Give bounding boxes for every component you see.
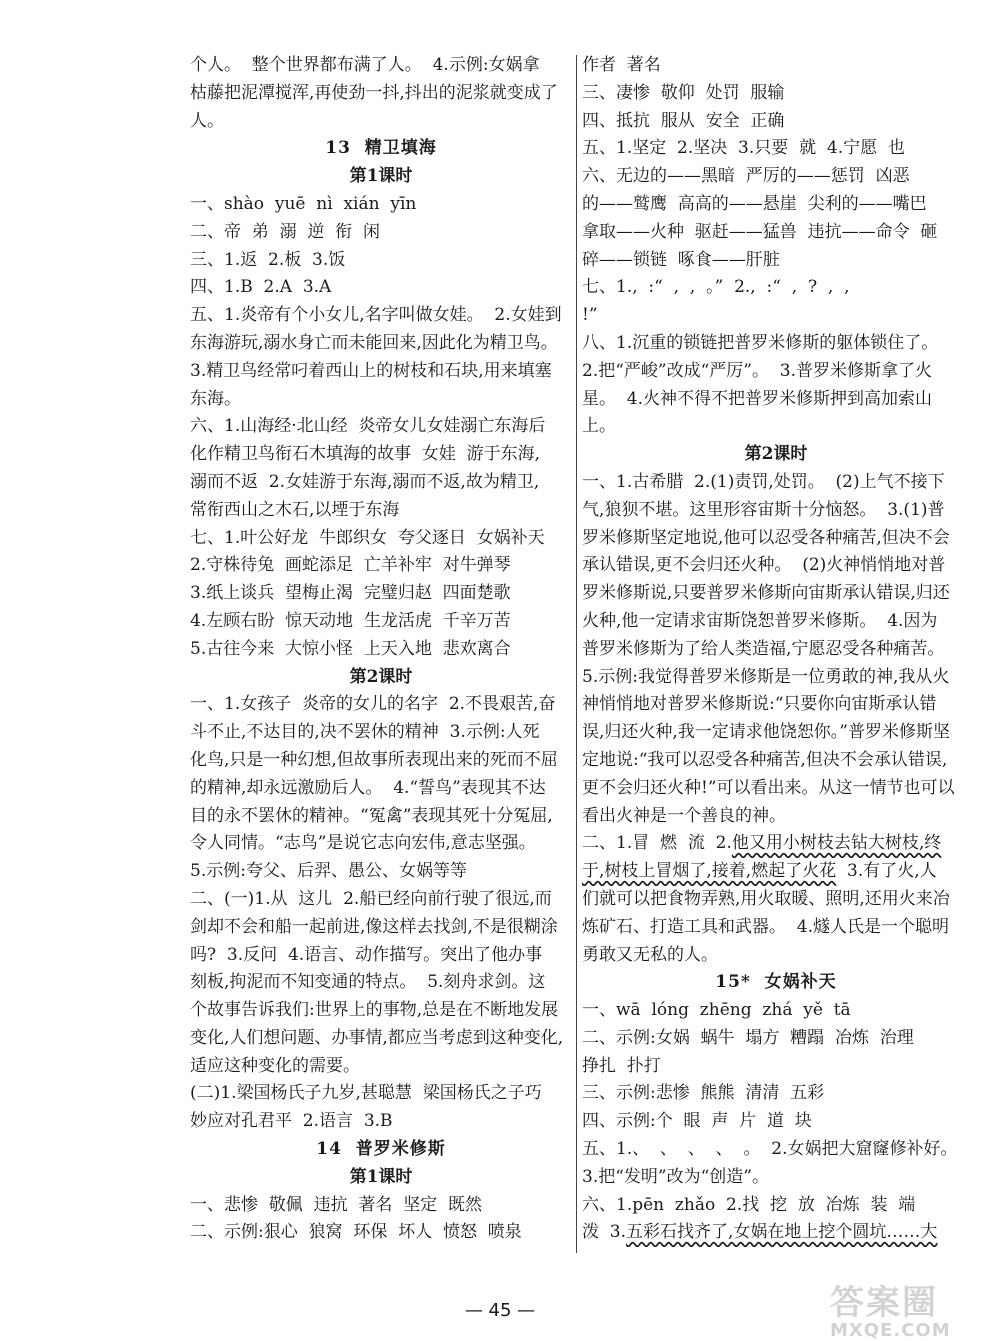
line-text: 第2课时 <box>744 444 808 465</box>
line-text: 四、1.B 2.A 3.A <box>190 277 332 298</box>
column-divider <box>576 55 577 1253</box>
line-text: 四、示例:个 眼 声 片 道 块 <box>582 1111 812 1132</box>
page-number: — 45 — <box>464 1300 536 1321</box>
answer-line <box>582 135 970 163</box>
answer-line <box>190 580 572 608</box>
line-text: 5.示例:我觉得普罗米修斯是一位勇敢的神,我从火 <box>582 666 950 687</box>
line-text: 3.纸上谈兵 望梅止渴 完璧归赵 四面楚歌 <box>190 583 511 604</box>
line-text: 的——鹫鹰 高高的——悬崖 尖利的——嘴巴 <box>582 193 927 214</box>
section-heading <box>582 441 970 469</box>
answer-line <box>582 636 970 664</box>
answer-line <box>582 858 970 886</box>
line-text: 作者 著名 <box>582 55 661 75</box>
answer-line <box>582 1108 970 1136</box>
answer-line <box>582 386 970 414</box>
answer-line <box>582 942 970 970</box>
answer-line <box>582 747 970 775</box>
answer-line <box>190 830 572 858</box>
answer-line <box>582 803 970 831</box>
line-text: 罗米修斯说,只要普罗米修斯向宙斯承认错误,归还 <box>582 583 950 604</box>
answer-line <box>582 1025 970 1053</box>
answer-line <box>190 358 572 386</box>
line-text: (二)1.梁国杨氏子九岁,甚聪慧 梁国杨氏之子巧 <box>190 1083 542 1104</box>
answer-line <box>582 719 970 747</box>
answer-line <box>190 691 572 719</box>
answer-line <box>582 302 970 330</box>
line-text: 普罗米修斯为了给人类造福,宁愿忍受各种痛苦。 <box>582 638 945 659</box>
line-text: !” <box>582 305 598 326</box>
answer-line <box>190 552 572 580</box>
line-text: 个人。 整个世界都布满了人。 4.示例:女娲拿 <box>190 55 540 75</box>
answer-line <box>190 886 572 914</box>
line-text: 一、wā lóng zhēng zhá yě tā <box>582 1000 851 1021</box>
line-text: 化作精卫鸟衔石木填海的故事 女娃 游于东海, <box>190 444 541 465</box>
answer-line <box>190 525 572 553</box>
line-text: 妙应对孔君平 2.语言 3.B <box>190 1111 393 1132</box>
line-text: 更不会归还火种!”可以看出来。从这一情节也可以 <box>582 777 955 798</box>
line-text: 常衔西山之木石,以堙于东海 <box>190 499 400 520</box>
line-text: 三、1.返 2.板 3.饭 <box>190 249 346 270</box>
answer-line <box>582 247 970 275</box>
line-text: 吗? 3.反问 4.语言、动作描写。突出了他办事 <box>190 944 543 965</box>
line-text: 第2课时 <box>349 666 413 687</box>
line-text: 看出火神是一个善良的神。 <box>582 805 786 826</box>
answer-line <box>190 1053 572 1081</box>
line-text: 令人同情。“志鸟”是说它志向宏伟,意志坚强。 <box>190 833 536 854</box>
answer-line <box>190 719 572 747</box>
answer-line <box>190 942 572 970</box>
answer-line <box>582 80 970 108</box>
answer-line <box>190 219 572 247</box>
answer-line <box>190 330 572 358</box>
lesson-title <box>190 1136 572 1164</box>
line-text: 六、1.pēn zhǎo 2.找 挖 放 冶炼 装 端 <box>582 1194 916 1215</box>
answer-line <box>190 775 572 803</box>
line-text: 二、帝 弟 溺 逆 衔 闲 <box>190 221 381 242</box>
watermark-logo <box>830 1275 951 1341</box>
underlined-answer: 于,树枝上冒烟了,接着,燃起了火花 <box>582 861 837 882</box>
section-heading <box>190 163 572 191</box>
line-text: 14 普罗米修斯 <box>316 1139 446 1160</box>
answer-line <box>190 636 572 664</box>
line-text: 挣扎 扑打 <box>582 1055 661 1076</box>
answer-line <box>190 1080 572 1108</box>
line-text: 二、1.冒 燃 流 2. <box>582 833 732 854</box>
line-text: 二、示例:女娲 蜗牛 塌方 糟蹋 冶炼 治理 <box>582 1027 914 1048</box>
answer-line <box>190 1219 572 1247</box>
answer-line <box>582 1053 970 1081</box>
answer-line <box>582 664 970 692</box>
underlined-answer: 五彩石找齐了,女娲在地上挖个圆坑……大 <box>626 1222 938 1243</box>
line-text: 4.左顾右盼 惊天动地 生龙活虎 千辛万苦 <box>190 610 511 631</box>
answer-line <box>582 997 970 1025</box>
line-text: 气,狼狈不堪。这里形容宙斯十分恼怒。 3.(1)普 <box>582 499 945 520</box>
answer-line <box>582 914 970 942</box>
line-text: 七、1., :“ , , 。” 2., :“ , ? , , <box>582 277 850 298</box>
line-text: 一、shào yuē nì xián yīn <box>190 193 417 214</box>
lesson-title <box>582 969 970 997</box>
line-text: 一、1.古希腊 2.(1)责罚,处罚。 (2)上气不接下 <box>582 471 945 492</box>
answer-line <box>190 386 572 414</box>
line-text: 误,归还火种,我一定请求他饶恕你。”普罗米修斯坚 <box>582 722 950 743</box>
answer-line <box>582 1164 970 1192</box>
line-text: 溺而不返 2.女娃游于东海,溺而不返,故为精卫, <box>190 471 540 492</box>
lesson-title <box>190 135 572 163</box>
line-text: 东海。 <box>190 388 241 409</box>
line-text: 承认错误,更不会归还火种。 (2)火神悄悄地对普 <box>582 555 946 576</box>
line-text: 一、悲惨 敬佩 违抗 著名 坚定 既然 <box>190 1194 483 1215</box>
answer-line <box>582 1080 970 1108</box>
right-column <box>582 52 970 1247</box>
watermark-text: 答案圈 <box>830 1283 938 1323</box>
line-text: 二、示例:狠心 狼窝 环保 坏人 愤怒 喷泉 <box>190 1222 522 1243</box>
line-text: 碎——锁链 啄食——肝脏 <box>582 249 780 270</box>
line-text: 上。 <box>582 416 616 437</box>
answer-line <box>582 219 970 247</box>
line-text: 一、1.女孩子 炎帝的女儿的名字 2.不畏艰苦,奋 <box>190 694 556 715</box>
answer-line <box>190 191 572 219</box>
answer-line <box>190 441 572 469</box>
line-text: 二、(一)1.从 这儿 2.船已经向前行驶了很远,而 <box>190 888 552 909</box>
line-text: 火种,他一定请求宙斯饶恕普罗米修斯。 4.因为 <box>582 610 938 631</box>
line-text: 六、1.山海经·北山经 炎帝女儿女娃溺亡东海后 <box>190 416 546 437</box>
line-text: 六、无边的——黑暗 严厉的——惩罚 凶恶 <box>582 166 910 187</box>
line-text: 化鸟,只是一种幻想,但故事所表现出来的死而不屈 <box>190 749 558 770</box>
left-column <box>190 52 572 1247</box>
line-text: 五、1.坚定 2.坚决 3.只要 就 4.宁愿 也 <box>582 138 905 159</box>
answer-line <box>582 413 970 441</box>
line-text: 15* 女娲补天 <box>715 972 837 993</box>
line-text: 3.精卫鸟经常叼着西山上的树枝和石块,用来填塞 <box>190 360 552 381</box>
line-text: 四、抵抗 服从 安全 正确 <box>582 110 785 131</box>
line-text: 三、示例:悲惨 熊熊 清清 五彩 <box>582 1083 825 1104</box>
answer-line <box>582 191 970 219</box>
line-text: 七、1.叶公好龙 牛郎织女 夸父逐日 女娲补天 <box>190 527 545 548</box>
line-text: 炼矿石、打造工具和武器。 4.燧人氏是一个聪明 <box>582 916 950 937</box>
line-text: 神悄悄地对普罗米修斯说:“只要你向宙斯承认错 <box>582 694 937 715</box>
line-text: 变化,人们想问题、办事情,都应当考虑到这种变化, <box>190 1027 564 1048</box>
answer-line <box>190 747 572 775</box>
underlined-answer: 他又用小树枝去钻大树枝,终 <box>731 833 942 854</box>
section-heading <box>190 1164 572 1192</box>
answer-line <box>582 330 970 358</box>
line-text: 剑却不会和船一起前进,像这样去找剑,不是很糊涂 <box>190 916 558 937</box>
line-text: 枯藤把泥潭搅浑,再使劲一抖,抖出的泥浆就变成了 <box>190 82 558 103</box>
answer-line <box>582 552 970 580</box>
answer-line <box>582 1192 970 1220</box>
line-text: 八、1.沉重的锁链把普罗米修斯的躯体锁住了。 <box>582 332 939 353</box>
answer-line <box>190 1025 572 1053</box>
answer-line <box>582 691 970 719</box>
answer-line <box>582 469 970 497</box>
line-text: 3.把“发明”改为“创造”。 <box>582 1166 769 1187</box>
line-text: 第1课时 <box>349 166 413 187</box>
answer-line <box>582 775 970 803</box>
answer-line <box>190 469 572 497</box>
line-text: 的精神,却永远激励后人。 4.“誓鸟”表现其不达 <box>190 777 546 798</box>
answer-line <box>190 803 572 831</box>
line-text-tail: 3.有了火,人 <box>836 861 937 882</box>
line-text: 5.示例:夸父、后羿、愚公、女娲等等 <box>190 861 467 882</box>
line-text: 定地说:“我可以忍受各种痛苦,但决不会承认错误, <box>582 749 948 770</box>
line-text: 泼 3. <box>582 1222 627 1243</box>
answer-line <box>190 858 572 886</box>
answer-line <box>190 108 572 136</box>
line-text: 刻板,拘泥而不知变通的特点。 5.刻舟求剑。这 <box>190 972 546 993</box>
answer-line <box>582 108 970 136</box>
answer-line <box>190 497 572 525</box>
line-text: 13 精卫填海 <box>325 138 437 159</box>
line-text: 们就可以把食物弄熟,用火取暖、照明,还用火来冶 <box>582 888 950 909</box>
line-text: 适应这种变化的需要。 <box>190 1055 360 1076</box>
line-text: 三、凄惨 敬仰 处罚 服输 <box>582 82 785 103</box>
answer-line <box>190 247 572 275</box>
answer-line <box>190 80 572 108</box>
answer-line <box>582 525 970 553</box>
answer-line <box>582 358 970 386</box>
line-text: 拿取——火种 驱赶——猛兽 违抗——命令 砸 <box>582 221 938 242</box>
line-text: 斗不止,不达目的,决不罢休的精神 3.示例:人死 <box>190 722 540 743</box>
line-text: 5.古往今来 大惊小怪 上天入地 悲欢离合 <box>190 638 511 659</box>
answer-line <box>582 830 970 858</box>
line-text: 东海游玩,溺水身亡而未能回来,因此化为精卫鸟。 <box>190 332 558 353</box>
answer-line <box>190 52 572 80</box>
answer-line <box>190 969 572 997</box>
line-text: 人。 <box>190 110 224 131</box>
answer-line <box>190 1108 572 1136</box>
section-heading <box>190 664 572 692</box>
line-text: 个故事告诉我们:世界上的事物,总是在不断地发展 <box>190 1000 559 1021</box>
answer-line <box>582 1136 970 1164</box>
line-text: 勇敢又无私的人。 <box>582 944 718 965</box>
watermark-url: MXQE.COM <box>830 1320 951 1341</box>
line-text: 2.把“严峻”改成“严厉”。 3.普罗米修斯拿了火 <box>582 360 933 381</box>
answer-line <box>190 997 572 1025</box>
line-text: 第1课时 <box>349 1166 413 1187</box>
answer-line <box>190 274 572 302</box>
line-text: 五、1.、 、 、 、 。 2.女娲把大窟窿修补好。 <box>582 1139 958 1160</box>
answer-line <box>582 497 970 525</box>
line-text: 2.守株待兔 画蛇添足 亡羊补牢 对牛弹琴 <box>190 555 511 576</box>
answer-line <box>582 608 970 636</box>
answer-line <box>190 608 572 636</box>
answer-line <box>190 302 572 330</box>
answer-line <box>582 580 970 608</box>
answer-line <box>582 274 970 302</box>
answer-line <box>582 1219 970 1247</box>
line-text: 罗米修斯坚定地说,他可以忍受各种痛苦,但决不会 <box>582 527 950 548</box>
answer-line <box>582 163 970 191</box>
answer-line <box>190 413 572 441</box>
line-text: 五、1.炎帝有个小女儿,名字叫做女娃。 2.女娃到 <box>190 305 562 326</box>
line-text: 星。 4.火神不得不把普罗米修斯押到高加索山 <box>582 388 933 409</box>
answer-line <box>190 1192 572 1220</box>
answer-line <box>582 52 970 80</box>
answer-line <box>190 914 572 942</box>
answer-line <box>582 886 970 914</box>
line-text: 目的永不罢休的精神。“冤禽”表现其死十分冤屈, <box>190 805 553 826</box>
